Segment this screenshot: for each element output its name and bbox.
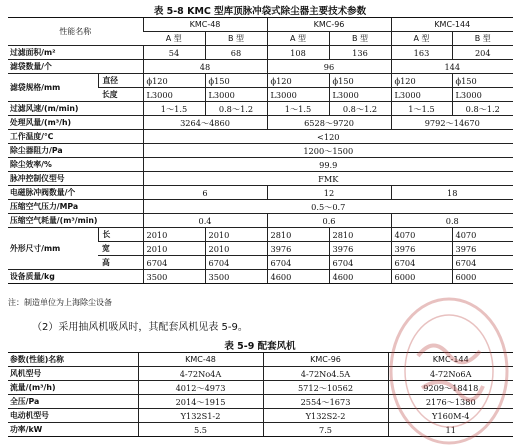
body-paragraph: （2）采用抽风机吸风时，其配套风机见表 5-9。 <box>32 322 248 333</box>
table-cell: 1～1.5 <box>391 102 452 116</box>
table-cell: ϕ150 <box>329 74 391 88</box>
table-cell: 48 <box>143 60 267 74</box>
table-row <box>8 200 513 214</box>
table-row <box>8 409 513 423</box>
table-cell: L3000 <box>452 88 513 102</box>
table-cell: 2010 <box>205 242 267 256</box>
row-label: 过滤面积/m² <box>8 46 143 60</box>
header-model: KMC-144 <box>391 18 513 32</box>
table-cell: 4-72No4.5A <box>263 367 388 381</box>
table-row <box>8 116 513 130</box>
row-label: 脉冲控制仪型号 <box>8 172 143 186</box>
row-label: 设备质量/kg <box>8 270 143 284</box>
table-cell: 9792～14670 <box>391 116 513 130</box>
table-5-9-caption: 表 5-9 配套风机 <box>224 341 296 352</box>
table-cell: 0.8～1.2 <box>205 102 267 116</box>
table-cell: 3976 <box>391 242 452 256</box>
table-row <box>8 214 513 228</box>
table-cell: ϕ150 <box>452 74 513 88</box>
table-cell: 204 <box>452 46 513 60</box>
table-cell: 1～1.5 <box>267 102 329 116</box>
table-row <box>8 18 513 32</box>
table-cell: 99.9 <box>143 158 513 172</box>
row-label: 功率/kW <box>8 423 138 437</box>
header-param-name: 参数(性能)名称 <box>8 353 138 367</box>
table-5-9 <box>8 352 513 437</box>
row-label: 电动机型号 <box>8 409 138 423</box>
table-row <box>8 228 513 242</box>
row-label: 电磁脉冲阀数量/个 <box>8 186 143 200</box>
header-model: KMC-48 <box>143 18 267 32</box>
table-cell: FMK <box>143 172 513 186</box>
table-cell: L3000 <box>143 88 205 102</box>
row-label: 工作温度/℃ <box>8 130 143 144</box>
table-cell: L3000 <box>391 88 452 102</box>
table-cell: 2010 <box>143 242 205 256</box>
table-cell: L3000 <box>205 88 267 102</box>
table-cell: 2176～1380 <box>388 395 513 409</box>
table-cell: ϕ120 <box>391 74 452 88</box>
table-cell: 4600 <box>329 270 391 284</box>
row-label: 滤袋规格/mm <box>8 74 98 102</box>
table-cell: 0.8 <box>391 214 513 228</box>
header-type: A 型 <box>267 32 329 46</box>
table-cell: 4070 <box>452 228 513 242</box>
table-cell: 6528～9720 <box>267 116 391 130</box>
table-cell: 2554～1673 <box>263 395 388 409</box>
header-type: A 型 <box>143 32 205 46</box>
table-cell: 4012～4973 <box>138 381 263 395</box>
table-cell: Y132S2-2 <box>263 409 388 423</box>
table-row <box>8 395 513 409</box>
table-cell: 4-72No6A <box>388 367 513 381</box>
table-cell: Y160M-4 <box>388 409 513 423</box>
table-cell: 54 <box>143 46 205 60</box>
table-cell: 5.5 <box>138 423 263 437</box>
table-cell: ϕ120 <box>143 74 205 88</box>
row-label: 外形尺寸/mm <box>8 228 98 270</box>
header-type: A 型 <box>391 32 452 46</box>
table-cell: 2810 <box>267 228 329 242</box>
table-cell: L3000 <box>329 88 391 102</box>
table-cell: <120 <box>143 130 513 144</box>
header-type: B 型 <box>205 32 267 46</box>
table-row <box>8 130 513 144</box>
header-model: KMC-96 <box>263 353 388 367</box>
row-label: 流量/(m³/h) <box>8 381 138 395</box>
table-5-8-caption: 表 5-8 KMC 型库顶脉冲袋式除尘器主要技术参数 <box>153 6 367 17</box>
table-cell: 108 <box>267 46 329 60</box>
row-label: 过滤风速/(m/min) <box>8 102 143 116</box>
header-model: KMC-96 <box>267 18 391 32</box>
table-cell: 0.8～1.2 <box>329 102 391 116</box>
row-label: 除尘器阻力/Pa <box>8 144 143 158</box>
row-sublabel: 长度 <box>98 88 143 102</box>
table-5-8 <box>8 17 513 284</box>
table-cell: 4600 <box>267 270 329 284</box>
table-cell: 0.5～0.7 <box>143 200 513 214</box>
table-cell: 6704 <box>329 256 391 270</box>
table-cell: 7.5 <box>263 423 388 437</box>
table-cell: 5712～10562 <box>263 381 388 395</box>
table-row <box>8 423 513 437</box>
table-cell: 0.6 <box>267 214 391 228</box>
table-row <box>8 270 513 284</box>
table-cell: 6 <box>143 186 267 200</box>
table-cell: 136 <box>329 46 391 60</box>
table-cell: 3976 <box>267 242 329 256</box>
table-cell: 6704 <box>391 256 452 270</box>
row-label: 压缩空气压力/MPa <box>8 200 143 214</box>
table-row <box>8 172 513 186</box>
table-cell: 4-72No4A <box>138 367 263 381</box>
table-cell: 12 <box>267 186 391 200</box>
table-cell: 3264～4860 <box>143 116 267 130</box>
table-cell: 6704 <box>143 256 205 270</box>
table-cell: ϕ120 <box>267 74 329 88</box>
row-sublabel: 高 <box>98 256 143 270</box>
table-row <box>8 158 513 172</box>
row-label: 压缩空气耗量/(m³/min) <box>8 214 143 228</box>
table-cell: 6704 <box>267 256 329 270</box>
table-cell: 6000 <box>452 270 513 284</box>
table-cell: 96 <box>267 60 391 74</box>
table-cell: Y132S1-2 <box>138 409 263 423</box>
header-model: KMC-48 <box>138 353 263 367</box>
table-cell: 2014～1915 <box>138 395 263 409</box>
table-row <box>8 367 513 381</box>
table-cell: 68 <box>205 46 267 60</box>
table-row <box>8 186 513 200</box>
row-sublabel: 直径 <box>98 74 143 88</box>
table-cell: 3500 <box>205 270 267 284</box>
row-sublabel: 长 <box>98 228 143 242</box>
table-cell: 2010 <box>143 228 205 242</box>
table-cell: 163 <box>391 46 452 60</box>
table-cell: 6704 <box>205 256 267 270</box>
table-cell: 1～1.5 <box>143 102 205 116</box>
table-cell: 6704 <box>452 256 513 270</box>
table-row <box>8 353 513 367</box>
table-cell: 3976 <box>329 242 391 256</box>
table-cell: 3976 <box>452 242 513 256</box>
table-cell: 1200～1500 <box>143 144 513 158</box>
header-perf-name: 性能名称 <box>8 18 143 46</box>
row-label: 全压/Pa <box>8 395 138 409</box>
table-cell: 18 <box>391 186 513 200</box>
table-row <box>8 102 513 116</box>
table-cell: 9209～18418 <box>388 381 513 395</box>
table-cell: ϕ150 <box>205 74 267 88</box>
header-type: B 型 <box>329 32 391 46</box>
row-label: 处理风量/(m³/h) <box>8 116 143 130</box>
header-model: KMC-144 <box>388 353 513 367</box>
table-cell: 144 <box>391 60 513 74</box>
row-sublabel: 宽 <box>98 242 143 256</box>
row-label: 滤袋数量/个 <box>8 60 143 74</box>
table-cell: 11 <box>388 423 513 437</box>
table-cell: 4070 <box>391 228 452 242</box>
table-cell: L3000 <box>267 88 329 102</box>
header-type: B 型 <box>452 32 513 46</box>
table-cell: 0.8～1.2 <box>452 102 513 116</box>
table-note: 注：制造单位为上海除尘设备 <box>8 298 112 307</box>
table-cell: 2810 <box>329 228 391 242</box>
table-row <box>8 46 513 60</box>
table-row <box>8 381 513 395</box>
row-label: 风机型号 <box>8 367 138 381</box>
table-cell: 0.4 <box>143 214 267 228</box>
table-cell: 2010 <box>205 228 267 242</box>
table-row <box>8 60 513 74</box>
table-row <box>8 74 513 88</box>
row-label: 除尘效率/% <box>8 158 143 172</box>
table-row <box>8 144 513 158</box>
table-cell: 3500 <box>143 270 205 284</box>
table-cell: 6000 <box>391 270 452 284</box>
